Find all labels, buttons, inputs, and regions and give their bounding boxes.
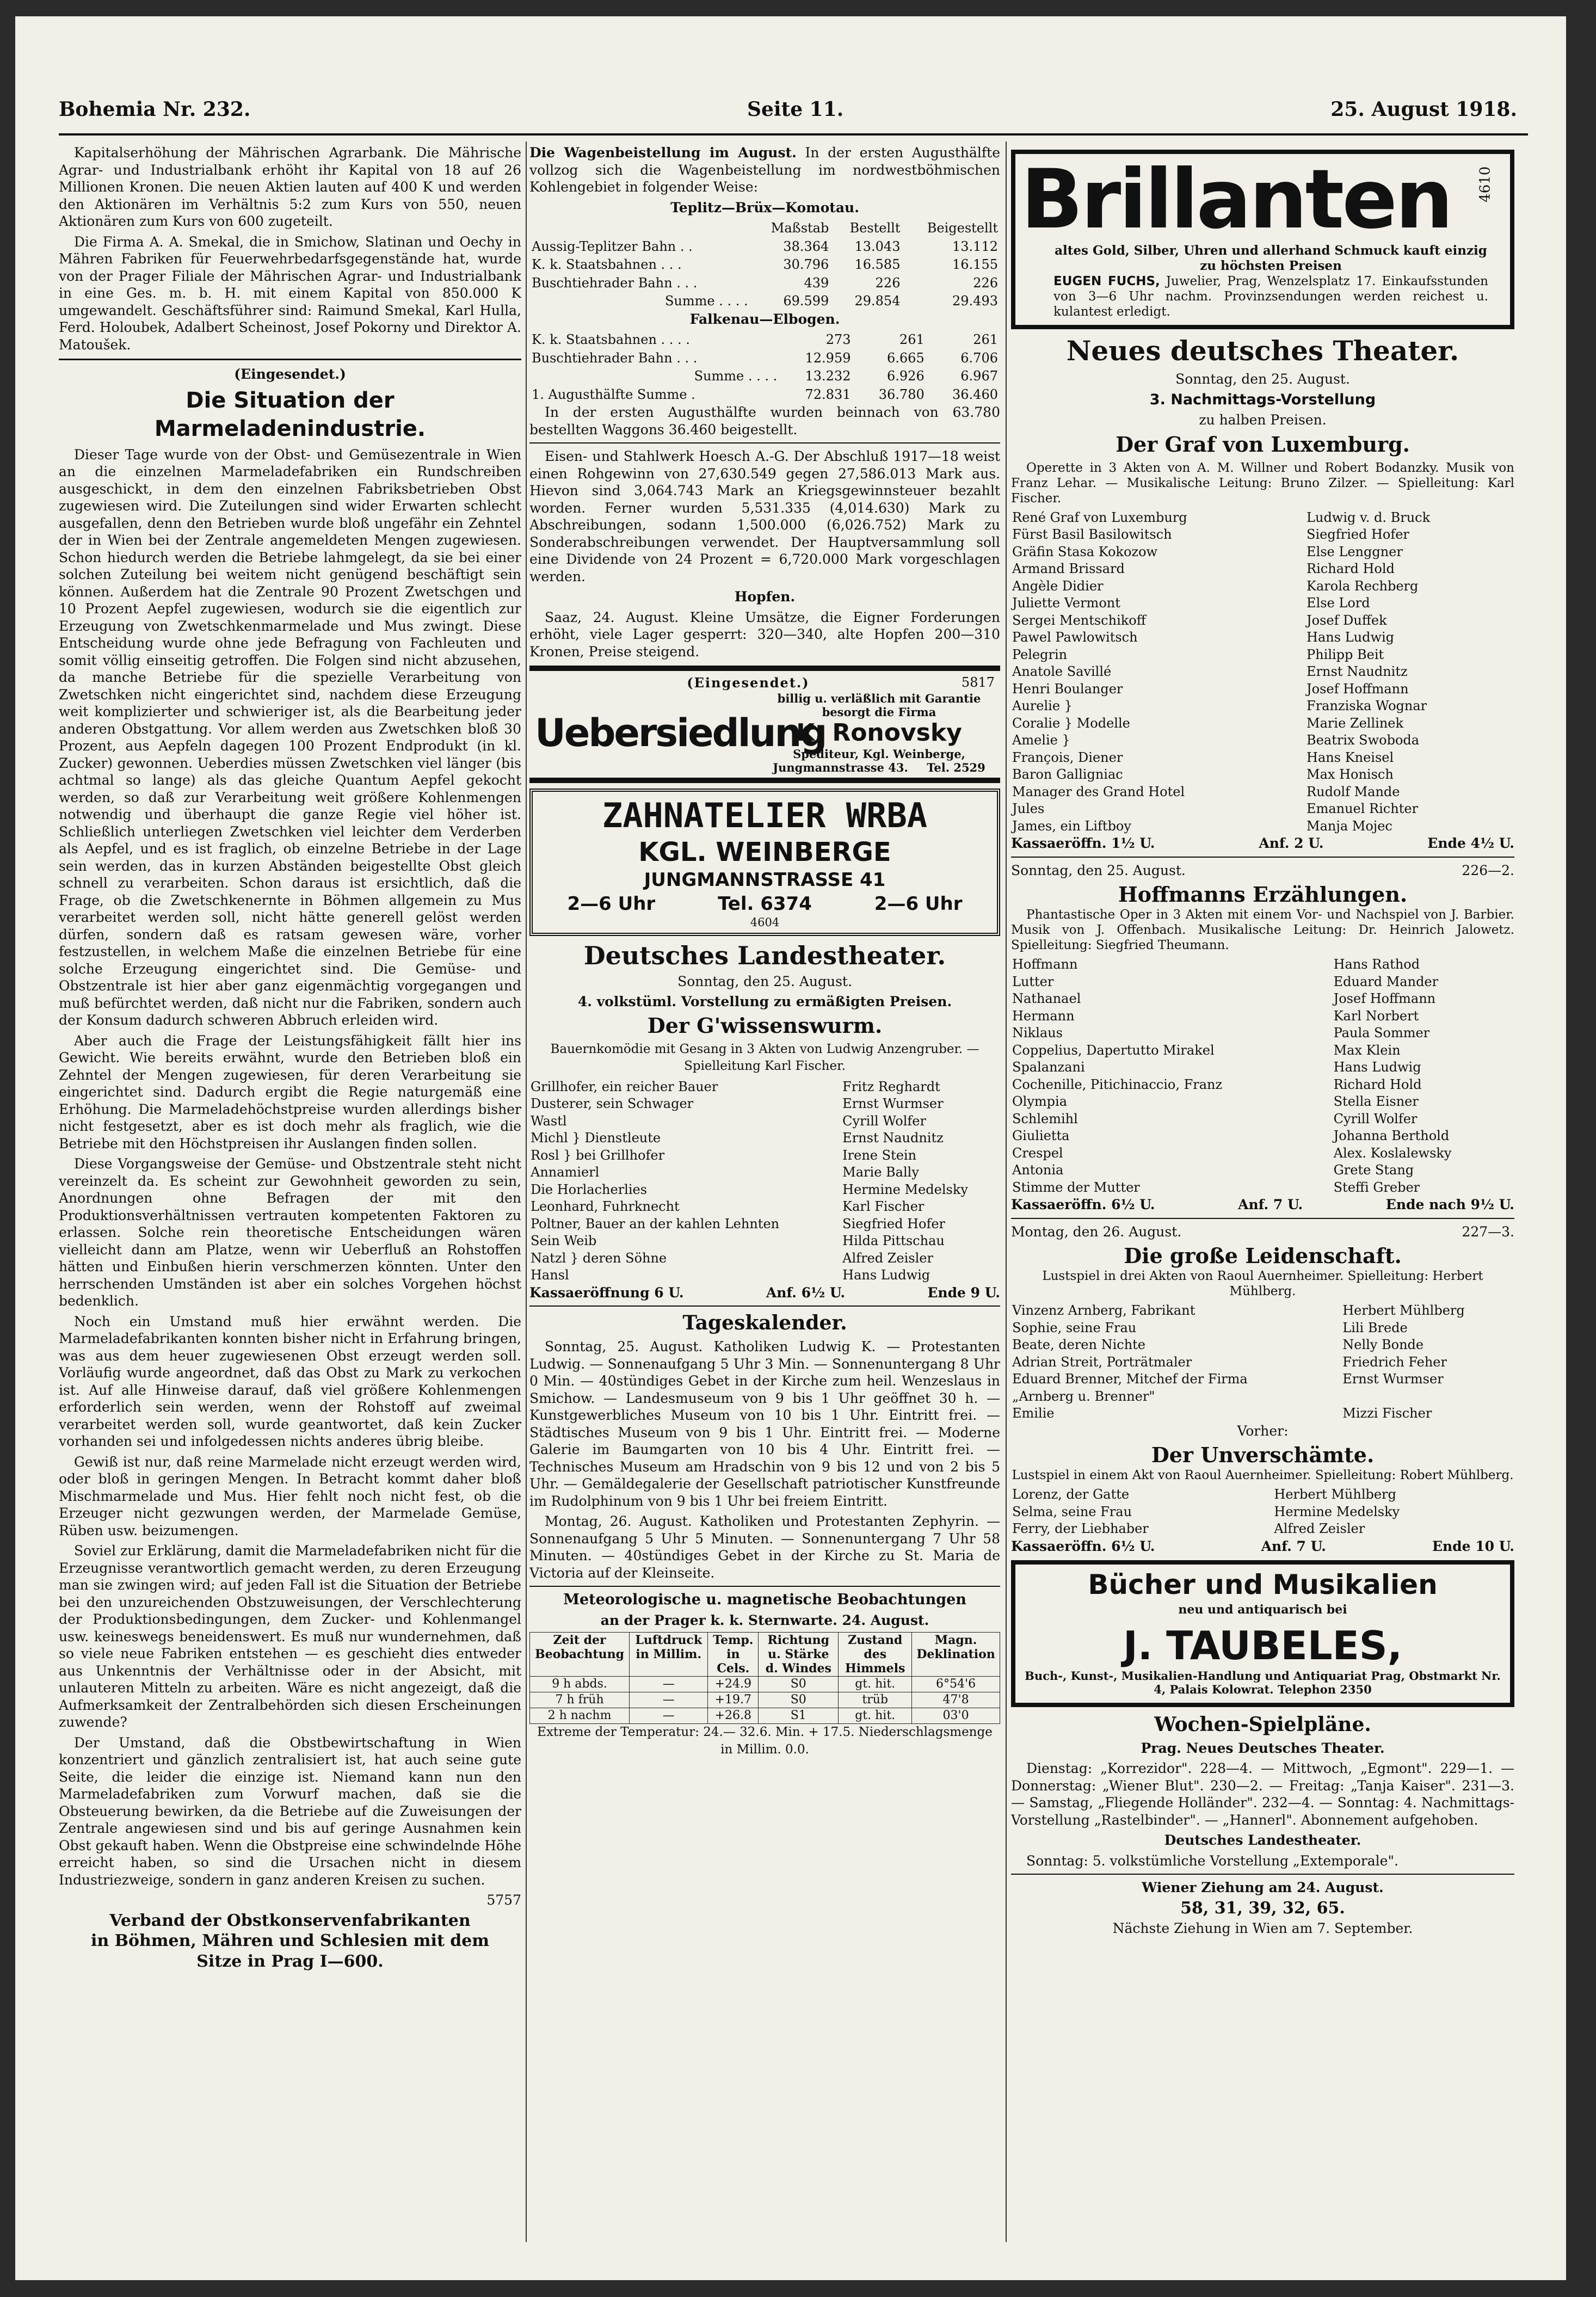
divider (59, 359, 521, 360)
tageskalender-title: Tageskalender. (682, 1311, 847, 1334)
cast-list (529, 1079, 1000, 1284)
table-row: 7 h früh — +19.7 S0 trüb 47'8 (530, 1692, 1000, 1708)
cast-row: Juliette Vermont Else Lord (1012, 595, 1370, 611)
newspaper-page (15, 16, 1566, 2280)
meteo-footer: Extreme der Temperatur: 24.— 32.6. Min. + 17.5. Niederschlagsmenge in Millim. 0.0. (537, 1725, 993, 1757)
table-row: Aussig-Teplitzer Bahn . . 38.364 13.043 13.112 (532, 238, 998, 254)
cast-row: Natzl } deren Söhne Alfred Zeisler (531, 1250, 933, 1266)
lotto-next: Nächste Ziehung in Wien am 7. September. (1112, 1920, 1413, 1936)
vorher-label: Vorher: (1237, 1422, 1289, 1439)
cast-list (1011, 1486, 1514, 1538)
paragraph: Der Umstand, daß die Obstbewirtschaftung in Wien konzentriert und gänzlich zentralisiert ist, hat auch seine gute Seite, die leider die einzige ist. Niemand kann nun den Marmeladefabriken zum Vorwurf machen, daß sie die Obsteuerung bewirken, da die Betriebe auf die Zuweisungen der Zentrale angewiesen sind und bis auf geringe Ausnahmen kein Obst gekauft haben. Wenn die Obstpreise eine schwindelnde Höhe erreicht haben, so sind die Ursachen nicht in diesem Industriezweige, sondern in ganz anderen Kreisen zu suchen. (59, 1734, 521, 1888)
cast-row: Vinzenz Arnberg, Fabrikant Herbert Mühlberg (1012, 1303, 1465, 1318)
column-divider-2 (1006, 141, 1007, 2242)
ndt-title: Neues deutsches Theater. (1066, 335, 1459, 367)
show-prices: zu halben Preisen. (1199, 412, 1327, 428)
table-row: Summe . . . . 69.599 29.854 29.493 (664, 293, 998, 309)
cast-row: Anatole Savillé Ernst Naudnitz (1012, 664, 1408, 679)
ad-headline: Brillanten (1021, 152, 1451, 247)
play-title: Der Graf von Luxemburg. (1116, 432, 1410, 457)
cast-row: Sein Weib Hilda Pittschau (531, 1233, 945, 1248)
wagon-title: Die Wagenbeistellung im August. (529, 145, 797, 161)
cast-row: Niklaus Paula Sommer (1012, 1025, 1430, 1040)
wochen-schedule: Sonntag: 5. volkstümliche Vorstellung „Extemporale". (1026, 1852, 1398, 1869)
divider (1011, 1874, 1514, 1875)
cast-row: Dusterer, sein Schwager Ernst Wurmser (531, 1096, 944, 1111)
wagon-intro: In der ersten Augusthälfte vollzog sich die Wagenbeistellung im nordwestböhmischen Kohlengebiet in folgender Weise: (529, 145, 1000, 195)
cast-row: Antonia Grete Stang (1012, 1162, 1414, 1178)
paragraph: Dieser Tage wurde von der Obst- und Gemüsezentrale in Wien an die einzelnen Marmeladefabriken ein Rundschreiben ausgeschickt, in dem den einzelnen Fabriksbetrieben Obst zugewiesen wird. Die Zuteilungen sind wider Erwarten schlecht ausgefallen, denn den Betrieben wurde bloß ungefähr ein Zehntel der in Wien bei der Zentrale angemeldeten Mengen zugewiesen. Schon hiedurch werden die Betriebe lahmgelegt, da sie bei einer solchen Zuteilung bei weitem nicht genügend beschäftigt sein können. Außerdem hat die Zentrale 90 Prozent Zwetschgen und 10 Prozent Aepfel zugewiesen, wodurch sie die eigentlich zur Erzeugung von Zwetschkenmarmelade und Mus zwingt. Diese Entscheidung wurde ohne jede Befragung von Fachleuten und somit völlig einseitig getroffen. Die Folgen sind nicht abzusehen, da manche Betriebe für die spezielle Verarbeitung von Zwetschken nicht eingerichtet sind, nachdem diese Erzeugung weit komplizierter und schwieriger ist, als die Bearbeitung jeder anderen Obstgattung. Vor allem werden aus Zwetschken bloß 30 Prozent, aus Aepfeln dagegen 100 Prozent Endprodukt (in kl. Zucker) gewonnen. Ueberdies müssen Zwetschken viel länger (bis achtmal so lange) als das gleiche Quantum Aepfel gekocht werden, so daß zur Verarbeitung weit größere Kohlenmengen notwendig und überhaupt die ganze Regie viel höher ist. Schließlich unterliegen Zwetschken viel leichter dem Verderben als Aepfel, und es ist fraglich, ob einzelne Betriebe in der Lage sein werden, das in kurzen Abständen beigestellte Obst gleich schnell zu verarbeiten. Schon daraus ist ersichtlich, daß die Frage, ob die Zwetschkenernte in Böhmen allgemein zu Mus verarbeitet werden soll, nicht hätte generell gelöst werden dürfen, sondern daß es ratsam gewesen wäre, vorher festzustellen, in welchem Maße die einzelnen Betriebe für eine solche Erzeugung eingerichtet sind. Die Gemüse- und Obstzentrale ist hier aber ganz eigenmächtig vorgegangen und muß befürchtet werden, daß nicht nur die Fabriken, sondern auch der Konsum dadurch schweren Abbruch erleiden wird. (59, 446, 521, 1028)
cast-row: Gräfin Stasa Kokozow Else Lenggner (1012, 544, 1403, 559)
play-description: Lustspiel in drei Akten von Raoul Auernheimer. Spielleitung: Herbert Mühlberg. (1042, 1269, 1483, 1298)
play-description: Operette in 3 Akten von A. M. Willner und Robert Bodanzky. Musik von Franz Lehar. — Musikalische Leitung: Bruno Zilzer. — Spielleitung: Karl Fischer. (1011, 460, 1514, 506)
cast-row: Emilie Mizzi Fischer (1012, 1406, 1432, 1421)
cast-row: Manager des Grand Hotel Rudolf Mande (1012, 784, 1400, 799)
cast-row: Lutter Eduard Mander (1012, 974, 1439, 989)
tageskalender-sunday: Sonntag, 25. August. Katholiken Ludwig K. — Protestanten Ludwig. — Sonnenaufgang 5 Uhr 3 Min. — Sonnenuntergang 8 Uhr 0 Min. — 40stündiges Gebet in der Kirche zum heil. Wenzeslaus in Smichow. — Landesmuseum von 9 bis 1 Uhr geöffnet 30 h. — Kunstgewerbliches Museum von 10 bis 1 Uhr. Eintritt frei. — Städtisches Museum von 9 bis 1 Uhr. Eintritt frei. — Moderne Galerie im Baumgarten von 10 bis 4 Uhr. Eintritt frei. — Technisches Museum am Hradschin von 9 bis 12 und von 2 bis 5 Uhr. — Gemäldegalerie der Gesellschaft patriotischer Kunstfreunde im Rudolphinum von 9 bis 1 Uhr bei freiem Eintritt. (529, 1339, 1000, 1509)
wochen-title: Wochen-Spielpläne. (1154, 1713, 1371, 1736)
cast-row: Olympia Stella Eisner (1012, 1094, 1419, 1109)
cast-row: Aurelie } Franziska Wognar (1012, 698, 1427, 713)
ad-taubeles: Bücher und Musikalien neu und antiquarisch bei J. TAUBELES, Buch-, Kunst-, Musikalien-Handlung und Antiquariat Prag, Obstmarkt Nr. 4, Palais Kolowrat. Telephon 2350 (1011, 1560, 1514, 1707)
cast-row: Leonhard, Fuhrknecht Karl Fischer (531, 1199, 925, 1214)
cast-row: Crespel Alex. Koslalewsky (1012, 1145, 1452, 1161)
cast-row: Fürst Basil Basilowitsch Siegfried Hofer (1012, 527, 1409, 542)
cast-row: François, Diener Hans Kneisel (1012, 749, 1394, 765)
ad-code: 5757 (486, 1892, 521, 1908)
wochen-schedule: Dienstag: „Korrezidor". 228—4. — Mittwoch, „Egmont". 229—1. — Donnerstag: „Wiener Blut". 230—2. — Freitag: „Tanja Kaiser". 231—3. — Samstag, „Fliegende Holländer". 232—4. — Sonntag: 4. Nachmittags-Vorstellung „Rastelbinder". — „Hannerl". Abonnement aufgehoben. (1011, 1760, 1514, 1828)
ad-company: K. Ronovsky (796, 718, 962, 747)
column-3: Brillanten 4610 altes Gold, Silber, Uhren und allerhand Schmuck kauft einzig zu höchsten Preisen EUGEN FUCHS, Juwelier, Prag, Wenzelsplatz 17. Einkaufsstunden von 3—6 Uhr nachm. Provinzsendungen werden reichest u. kulantest erledigt. Neues deutsches Theater. Sonntag, den 25. August. 3. Nachmittags-Vorstellung zu halben Preisen. Der Graf von Luxemburg. Operette in 3 Akten von A. M. Willner und Robert Bodanzky. Musik von Franz Lehar. — Musikalische Leitung: Bruno Zilzer. — Spielleitung: Karl Fischer. René Graf von Luxemburg Ludwig v. d. Bruck Fürst Basil Basilowitsch Siegfried Hofer Gräfin Stasa Kokozow Else Lenggner Armand Brissard Richard Hold Angèle Didier Karola Rechberg Juliette Vermont Else Lord Sergei Mentschikoff Josef Duffek Pawel Pawlowitsch Hans Ludwig Pelegrin Philipp Beit Anatole Savillé Ernst Naudnitz Henri Boulanger Josef Hoffmann Aurelie } Franziska Wognar Coralie } Modelle Marie Zellinek Amelie } Beatrix Swoboda François, Diener Hans Kneisel Baron Galligniac Max Honisch Manager des Grand Hotel Rudolf Mande Jules Emanuel Richter James, ein Liftboy Manja Mojec Kassaeröffn. 1½ U. Anf. 2 U. Ende 4½ U. Sonntag, den 25. August. 226—2. Hoffmanns Erzählungen. Phantastische Oper in 3 Akten mit einem Vor- und Nachspiel von J. Barbier. Musik von J. Offenbach. Musikalische Leitung: Dr. Heinrich Jalowetz. Spielleitung: Siegfried Theumann. Hoffmann Hans Rathod Lutter Eduard Mander Nathanael Josef Hoffmann Hermann Karl Norbert Niklaus Paula Sommer Coppelius, Dapertutto Mirakel Max Klein Spalanzani Hans Ludwig Cochenille, Pitichinaccio, Franz Richard Hold Olympia Stella Eisner Schlemihl Cyrill Wolfer Giulietta Johanna Berthold Crespel Alex. Koslalewsky Antonia Grete Stang Stimme der Mutter Steffi Greber Kassaeröffn. 6½ U. Anf. 7 U. Ende nach 9½ U. Montag, den 26. August. 227—3. Die große Leidenschaft. Lustspiel in drei Akten von Raoul Auernheimer. Spielleitung: Herbert Mühlberg. Vinzenz Arnberg, Fabrikant Herbert Mühlberg Sophie, seine Frau Lili Brede Beate, deren Nichte Nelly Bonde Adrian Streit, Porträtmaler Friedrich Feher Eduard Brenner, Mitchef der Firma Ernst Wurmser „Arnberg u. Brenner" Emilie Mizzi Fischer Vorher: Der Unverschämte. Lustspiel in einem Akt von Raoul Auernheimer. Spielleitung: Robert Mühlberg. Lorenz, der Gatte Herbert Mühlberg Selma, seine Frau Hermine Medelsky Ferry, der Liebhaber Alfred Zeisler Kassaeröffn. 6½ U. Anf. 7 U. Ende 10 U. Bücher und Musikalien neu und antiquarisch bei J. TAUBELES, Buch-, Kunst-, Musikalien-Handlung und Antiquariat Prag, Obstmarkt Nr. 4, Palais Kolowrat. Telephon 2350 Wochen-Spielpläne. Prag. Neues Deutsches Theater. Dienstag: „Korrezidor". 228—4. — Mittwoch, „Egmont". 229—1. — Donnerstag: „Wiener Blut". 230—2. — Freitag: „Tanja Kaiser". 231—3. — Samstag, „Fliegende Holländer". 232—4. — Sonntag: 4. Nachmittags-Vorstellung „Rastelbinder". — „Hannerl". Abonnement aufgehoben. Deutsches Landestheater. Sonntag: 5. volkstümliche Vorstellung „Extemporale". Wiener Ziehung am 24. August. 58, 31, 39, 32, 65. Nächste Ziehung in Wien am 7. September. (1011, 144, 1514, 2247)
play-title: Der G'wissenswurm. (647, 1013, 883, 1038)
table-row: K. k. Staatsbahnen . . . . 273 261 261 (532, 332, 998, 347)
cast-row: Henri Boulanger Josef Hoffmann (1012, 681, 1409, 697)
hopfen-title: Hopfen. (734, 589, 796, 605)
lotto-title: Wiener Ziehung am 24. August. (1142, 1880, 1384, 1895)
article-title-marmelade: Die Situation der Marmeladenindustrie. (154, 387, 426, 441)
meteo-subtitle: an der Prager k. k. Sternwarte. 24. August. (600, 1612, 929, 1628)
cast-row: Poltner, Bauer an der kahlen Lehnten Siegfried Hofer (531, 1216, 946, 1231)
cast-row: „Arnberg u. Brenner" (1012, 1388, 1155, 1404)
table2-title: Falkenau—Elbogen. (689, 311, 840, 327)
ad-wrba: ZAHNATELIER WRBA KGL. WEINBERGE JUNGMANNSTRASSE 41 2—6 Uhr Tel. 6374 2—6 Uhr 4604 (529, 789, 1000, 936)
divider (529, 1586, 1000, 1587)
cast-row: Selma, seine Frau Hermine Medelsky (1012, 1504, 1400, 1519)
article-agrarbank: Kapitalserhöhung der Mährischen Agrarbank. Die Mährische Agrar- und Industrialbank erhöht ihr Kapital von 18 auf 26 Millionen Kronen. Die neuen Aktien lauten auf 400 K und werden den Aktionären im Verhältnis 5:2 zum Kurs von 550, neuen Aktionären zum Kurs von 600 zugeteilt. (59, 145, 521, 229)
signature-line: Verband der Obstkonservenfabrikanten (109, 1911, 471, 1930)
cast-row: Hermann Karl Norbert (1012, 1008, 1419, 1024)
cast-row: Baron Galligniac Max Honisch (1012, 767, 1394, 782)
cast-row: Spalanzani Hans Ludwig (1012, 1060, 1421, 1075)
cast-row: Michl } Dienstleute Ernst Naudnitz (531, 1130, 944, 1146)
wagon-outcome: In der ersten Augusthälfte wurden beinnach von 63.780 bestellten Waggons 36.460 beigestellt. (529, 404, 1000, 438)
paragraph: Noch ein Umstand muß hier erwähnt werden. Die Marmeladefabrikanten konnten bisher nicht in Erfahrung bringen, was aus dem heuer zugewiesenen Obst erzeugt werden soll. Vorläufig wurde angeordnet, daß das Obst zu Mark zu verkochen ist. Auf alle Hinweise darauf, daß viel größere Kohlenmengen erforderlich sein werden, wenn der Rohstoff auf zweimal verarbeitet werden soll, wurde geantwortet, daß kein Zucker vorhanden sei und infolgedessen nichts anderes übrig bleibe. (59, 1313, 521, 1449)
cast-list (1011, 956, 1514, 1196)
cast-row: Pawel Pawlowitsch Hans Ludwig (1012, 630, 1395, 645)
divider (1011, 857, 1514, 858)
cast-row: Rosl } bei Grillhofer Irene Stein (531, 1147, 917, 1163)
cast-row: Jules Emanuel Richter (1012, 801, 1419, 816)
cast-row: Giulietta Johanna Berthold (1012, 1128, 1450, 1143)
paragraph: Soviel zur Erklärung, damit die Marmeladefabriken nicht für die Erzeugnisse verantwortlich gemacht werden, zu deren Erzeugung man sie zwingen wird; auf jeden Fall ist die Situation der Betriebe bei den unzureichenden Obstzuweisungen, der Verschlechterung der Produktionsbedingungen, dem Zucker- und Kohlenmangel usw. keineswegs beneidenswert. Es muß nur wundernehmen, daß so viele neue Fabriken entstehen — es geschieht dies entweder aus Unkenntnis der Verhältnisse oder in der Absicht, mit unlauteren Mitteln zu arbeiten. Wäre es nicht angezeigt, daß die Aufmerksamkeit der Zentralbehörden sich diesen Erscheinungen zuwende? (59, 1543, 521, 1730)
table1-title: Teplitz—Brüx—Komotau. (670, 199, 859, 215)
eingesendet-label: (Eingesendet.) (234, 366, 346, 382)
table-row: 2 h nachm — +26.8 S1 gt. hit. 03'0 (530, 1708, 1000, 1724)
ad-headline: Bücher und Musikalien (1088, 1569, 1438, 1600)
ad-headline: Uebersiedlung (535, 710, 826, 755)
table-row: Summe . . . . 13.232 6.926 6.967 (694, 368, 998, 384)
wochen-subtitle: Deutsches Landestheater. (1164, 1832, 1361, 1848)
cast-row: James, ein Liftboy Manja Mojec (1012, 818, 1392, 834)
play-description: Lustspiel in einem Akt von Raoul Auernheimer. Spielleitung: Robert Mühlberg. (1012, 1468, 1514, 1482)
wochen-subtitle: Prag. Neues Deutsches Theater. (1141, 1740, 1385, 1756)
cast-row: Annamierl Marie Bally (531, 1165, 919, 1180)
header-page-number: Seite 11. (747, 98, 844, 121)
cast-list (1011, 509, 1514, 835)
ad-brillanten: Brillanten 4610 altes Gold, Silber, Uhren und allerhand Schmuck kauft einzig zu höchsten Preisen EUGEN FUCHS, Juwelier, Prag, Wenzelsplatz 17. Einkaufsstunden von 3—6 Uhr nachm. Provinzsendungen werden reichest u. kulantest erledigt. (1011, 150, 1514, 329)
play-title: Der Unverschämte. (1151, 1443, 1375, 1467)
cast-row: Schlemihl Cyrill Wolfer (1012, 1111, 1418, 1126)
cast-row: Armand Brissard Richard Hold (1012, 561, 1395, 576)
play-description: Bauernkomödie mit Gesang in 3 Akten von Ludwig Anzengruber. — Spielleitung Karl Fischer. (550, 1042, 979, 1073)
landestheater-title: Deutsches Landestheater. (583, 940, 946, 970)
cast-row: Hoffmann Hans Rathod (1012, 957, 1420, 972)
cast-row: Stimme der Mutter Steffi Greber (1012, 1179, 1420, 1195)
article-smekal: Die Firma A. A. Smekal, die in Smichow, Slatinan und Oechy in Mähren Fabriken für Feuerwehrbedarfsgegenstände hat, wurde von der Prager Filiale der Mährischen Agrar- und Industrialbank in eine Ges. m. b. H. mit einem Kapital von 850.000 K umgewandelt. Geschäftsführer sind: Raimund Smekal, Karl Hulla, Ferd. Holoubek, Adalbert Scheinost, Josef Pokorny und Direktor A. Matoušek. (59, 233, 521, 353)
divider (1011, 1218, 1514, 1219)
paragraph: Aber auch die Frage der Leistungsfähigkeit fällt hier ins Gewicht. Wie bereits erwähnt, wurde den Betrieben bloß ein Zehntel der Mengen zugewiesen, für deren Verarbeitung sie eingerichtet sind. Dadurch ergibt die Regie naturgemäß eine Erhöhung. Die Marmeladehöchstpreise wurden allerdings bisher nicht festgesetzt, aber es ist doch mehr als fraglich, wie die Betriebe mit den Höchstpreisen ihr Auslangen finden sollen. (59, 1032, 521, 1151)
ad-ronovsky: (Eingesendet.) 5817 Uebersiedlung billig u. verläßlich mit Garantie besorgt die Firma K. Ronovsky Spediteur, Kgl. Weinberge, Jungmannstrasse 43. Tel. 2529 (529, 666, 1000, 783)
lotto-numbers: 58, 31, 39, 32, 65. (1180, 1898, 1345, 1918)
cast-row: Adrian Streit, Porträtmaler Friedrich Feher (1012, 1354, 1447, 1370)
column-2: Die Wagenbeistellung im August. In der ersten Augusthälfte vollzog sich die Wagenbeistellung im nordwestböhmischen Kohlengebiet in folgender Weise: Teplitz—Brüx—Komotau. Maßstab Bestellt Beigestellt Aussig-Teplitzer Bahn . . 38.364 13.043 13.112 K. k. Staatsbahnen . . . 30.796 16.585 16.155 Buschtiehrader Bahn . . . 439 226 226 Summe . . . . 69.599 29.854 29.493 Falkenau—Elbogen. K. k. Staatsbahnen . . . . 273 261 261 Buschtiehrader Bahn . . . 12.959 6.665 6.706 Summe . . . . 13.232 6.926 6.967 1. Augusthälfte Summe . 72.831 36.780 36.460 In der ersten Augusthälfte wurden beinnach von 63.780 bestellten Waggons 36.460 beigestellt. Eisen- und Stahlwerk Hoesch A.-G. Der Abschluß 1917—18 weist einen Rohgewinn von 27,630.549 gegen 27,586.013 Mark aus. Hievon sind 3,064.743 Mark an Kriegsgewinnsteuer bezahlt worden. Ferner wurden 5,531.335 (4,014.630) Mark zu Abschreibungen, sodann 1,500.000 (6,026.752) Mark zu Sonderabschreibungen verwendet. Der Hauptversammlung soll eine Dividende von 24 Prozent = 6,720.000 Mark vorgeschlagen werden. Hopfen. Saaz, 24. August. Kleine Umsätze, die Eigner Forderungen erhöht, viele Lager gesperrt: 320—340, alte Hopfen 200—310 Kronen, Preise steigend. (Eingesendet.) 5817 Uebersiedlung billig u. verläßlich mit Garantie besorgt die Firma K. Ronovsky Spediteur, Kgl. Weinberge, Jungmannstrasse 43. Tel. 2529 ZAHNATELIER WRBA KGL. WEINBERGE JUNGMANNSTRASSE 41 2—6 Uhr Tel. 6374 2—6 Uhr 4604 Deutsches Landestheater. Sonntag, den 25. August. 4. volkstüml. Vorstellung zu ermäßigten Preisen. Der G'wissenswurm. Bauernkomödie mit Gesang in 3 Akten von Ludwig Anzengruber. — Spielleitung Karl Fischer. Grillhofer, ein reicher Bauer Fritz Reghardt Dusterer, sein Schwager Ernst Wurmser Wastl Cyrill Wolfer Michl } Dienstleute Ernst Naudnitz Rosl } bei Grillhofer Irene Stein Annamierl Marie Bally Die Horlacherlies Hermine Medelsky Leonhard, Fuhrknecht Karl Fischer Poltner, Bauer an der kahlen Lehnten Siegfried Hofer Sein Weib Hilda Pittschau Natzl } deren Söhne Alfred Zeisler Hansl Hans Ludwig Kassaeröffnung 6 U. Anf. 6½ U. Ende 9 U. Tageskalender. Sonntag, 25. August. Katholiken Ludwig K. — Protestanten Ludwig. — Sonnenaufgang 5 Uhr 3 Min. — Sonnenuntergang 8 Uhr 0 Min. — 40stündiges Gebet in der Kirche zum heil. Wenzeslaus in Smichow. — Landesmuseum von 9 bis 1 Uhr geöffnet 30 h. — Kunstgewerbliches Museum von 10 bis 1 Uhr. Eintritt frei. — Städtisches Museum von 9 bis 1 Uhr. Eintritt frei. — Moderne Galerie im Baumgarten von 10 bis 4 Uhr. Eintritt frei. — Technisches Museum am Hradschin von 9 bis 12 und von 2 bis 5 Uhr. — Gemäldegalerie der Gesellschaft patriotischer Kunstfreunde im Rudolphinum von 9 bis 1 Uhr bei freiem Eintritt. Montag, 26. August. Katholiken und Protestanten Zephyrin. — Sonnenaufgang 5 Uhr 5 Minuten. — Sonnenuntergang 7 Uhr 58 Minuten. — 40stündiges Gebet in der Kirche zu St. Maria de Victoria auf der Kleinseite. Meteorologische u. magnetische Beobachtungen an der Prager k. k. Sternwarte. 24. August. Zeit der Beobachtung Luftdruck in Millim. Temp. in Cels. Richtung u. Stärke d. Windes Zustand des Himmels Magn. Deklination 9 h abds. — +24.9 S0 gt. hit. 6°54'6 7 h früh — +19.7 S0 trüb 47'8 2 h nachm — +26.8 S1 gt. hit. 03'0 Extreme der Temperatur: 24.— 32.6. Min. + 17.5. Niederschlagsmenge in Millim. 0.0. (529, 144, 1000, 2247)
column-divider-1 (526, 141, 527, 2242)
cast-list (1011, 1302, 1514, 1422)
header-rule (59, 133, 1528, 136)
table-row: 9 h abds. — +24.9 S0 gt. hit. 6°54'6 (530, 1677, 1000, 1692)
show-date: Sonntag, den 25. August. (677, 973, 852, 989)
show-performance: 3. Nachmittags-Vorstellung (1149, 391, 1376, 408)
divider (529, 1305, 1000, 1307)
wagon-table-1: Maßstab Bestellt Beigestellt Aussig-Teplitzer Bahn . . 38.364 13.043 13.112 K. k. Staatsbahnen . . . 30.796 16.585 16.155 Buschtiehrader Bahn . . . 439 226 226 Summe . . . . 69.599 29.854 29.493 (529, 219, 1000, 311)
cast-row: Lorenz, der Gatte Herbert Mühlberg (1012, 1487, 1396, 1502)
cast-row: Coralie } Modelle Marie Zellinek (1012, 715, 1404, 731)
article-hoesch: Eisen- und Stahlwerk Hoesch A.-G. Der Abschluß 1917—18 weist einen Rohgewinn von 27,630.549 gegen 27,586.013 Mark aus. Hievon sind 3,064.743 Mark an Kriegsgewinnsteuer bezahlt worden. Ferner wurden 5,531.335 (4,014.630) Mark zu Abschreibungen, sodann 1,500.000 (6,026.752) Mark zu Sonderabschreibungen verwendet. Der Hauptversammlung soll eine Dividende von 24 Prozent = 6,720.000 Mark vorgeschlagen werden. (529, 448, 1000, 584)
paragraph: Diese Vorgangsweise der Gemüse- und Obstzentrale steht nicht vereinzelt da. Es scheint zur Gewohnheit geworden zu sein, Anordnungen ohne Befragen der mit den Produktionsverhältnissen vertrauten kompetenten Faktoren zu erlassen. Solche rein theoretische Entscheidungen wären vielleicht dann am Platze, wenn wir Ueberfluß an Rohstoffen hätten und Einbußen hierin verschmerzen könnten. Unter den herrschenden Umständen ist aber ein solches Vorgehen höchst bedenklich. (59, 1156, 521, 1309)
cast-row: Grillhofer, ein reicher Bauer Fritz Reghardt (531, 1079, 940, 1094)
cast-row: Ferry, der Liebhaber Alfred Zeisler (1012, 1521, 1365, 1536)
show-performance: 4. volkstüml. Vorstellung zu ermäßigten Preisen. (577, 994, 952, 1009)
ad-code: 4610 (1477, 166, 1494, 202)
tageskalender-monday: Montag, 26. August. Katholiken und Protestanten Zephyrin. — Sonnenaufgang 5 Uhr 5 Minuten. — Sonnenuntergang 7 Uhr 58 Minuten. — 40stündiges Gebet in der Kirche zu St. Maria de Victoria auf der Kleinseite. (529, 1513, 1000, 1581)
meteo-title: Meteorologische u. magnetische Beobachtungen (563, 1591, 966, 1608)
cast-row: Coppelius, Dapertutto Mirakel Max Klein (1012, 1042, 1401, 1058)
cast-row: Sergei Mentschikoff Josef Duffek (1012, 612, 1387, 628)
divider (529, 442, 1000, 444)
table-row: Buschtiehrader Bahn . . . 439 226 226 (532, 275, 998, 291)
cast-row: Nathanael Josef Hoffmann (1012, 991, 1436, 1006)
play-title: Hoffmanns Erzählungen. (1118, 882, 1408, 907)
cast-row: Hansl Hans Ludwig (531, 1267, 931, 1283)
cast-row: Eduard Brenner, Mitchef der Firma Ernst Wurmser (1012, 1371, 1444, 1387)
article-hopfen: Saaz, 24. August. Kleine Umsätze, die Eigner Forderungen erhöht, viele Lager gesperrt: 320—340, alte Hopfen 200—310 Kronen, Preise steigend. (529, 609, 1000, 660)
cast-row: Die Horlacherlies Hermine Medelsky (531, 1181, 968, 1197)
header-issue: Bohemia Nr. 232. (59, 98, 251, 121)
table-row: Buschtiehrader Bahn . . . 12.959 6.665 6.706 (532, 350, 998, 366)
ad-company: J. TAUBELES, (1123, 1622, 1403, 1668)
signature-line: in Böhmen, Mähren und Schlesien mit dem (90, 1931, 490, 1950)
meteo-table: Zeit der Beobachtung Luftdruck in Millim. Temp. in Cels. Richtung u. Stärke d. Windes Zustand des Himmels Magn. Deklination 9 h abds. — +24.9 S0 gt. hit. 6°54'6 7 h früh — +19.7 S0 trüb 47'8 2 h nachm — +26.8 S1 gt. hit. 03'0 (529, 1632, 1000, 1724)
signature-line: Sitze in Prag I—600. (196, 1951, 384, 1971)
show-date: Sonntag, den 25. August. (1175, 371, 1350, 387)
cast-row: Sophie, seine Frau Lili Brede (1012, 1320, 1408, 1335)
cast-row: Beate, deren Nichte Nelly Bonde (1012, 1337, 1424, 1352)
cast-row: Amelie } Beatrix Swoboda (1012, 732, 1420, 748)
paragraph: Gewiß ist nur, daß reine Marmelade nicht erzeugt werden wird, oder bloß in geringen Mengen. In Betracht kommt daher bloß Mischmarmelade und Mus. Hier fehlt noch nicht fest, ob die Erzeuger nicht gezwungen werden, der Marmelade Gemüse, Rüben usw. beizumengen. (59, 1454, 521, 1538)
cast-row: René Graf von Luxemburg Ludwig v. d. Bruck (1012, 509, 1431, 525)
cast-row: Angèle Didier Karola Rechberg (1012, 578, 1419, 594)
header-date: 25. August 1918. (1330, 98, 1517, 121)
play-title: Die große Leidenschaft. (1124, 1243, 1402, 1268)
play-description: Phantastische Oper in 3 Akten mit einem Vor- und Nachspiel von J. Barbier. Musik von J. Offenbach. Musikalische Leitung: Dr. Heinrich Jalowetz. Spielleitung: Siegfried Theumann. (1011, 908, 1514, 952)
column-1 (59, 144, 521, 2247)
cast-row: Cochenille, Pitichinaccio, Franz Richard Hold (1012, 1076, 1422, 1092)
wagon-table-2 (529, 331, 1000, 404)
table-row: K. k. Staatsbahnen . . . 30.796 16.585 16.155 (532, 257, 998, 272)
table-row: 1. Augusthälfte Summe . 72.831 36.780 36.460 (532, 386, 998, 402)
cast-row: Wastl Cyrill Wolfer (531, 1113, 926, 1129)
cast-row: Pelegrin Philipp Beit (1012, 646, 1384, 662)
